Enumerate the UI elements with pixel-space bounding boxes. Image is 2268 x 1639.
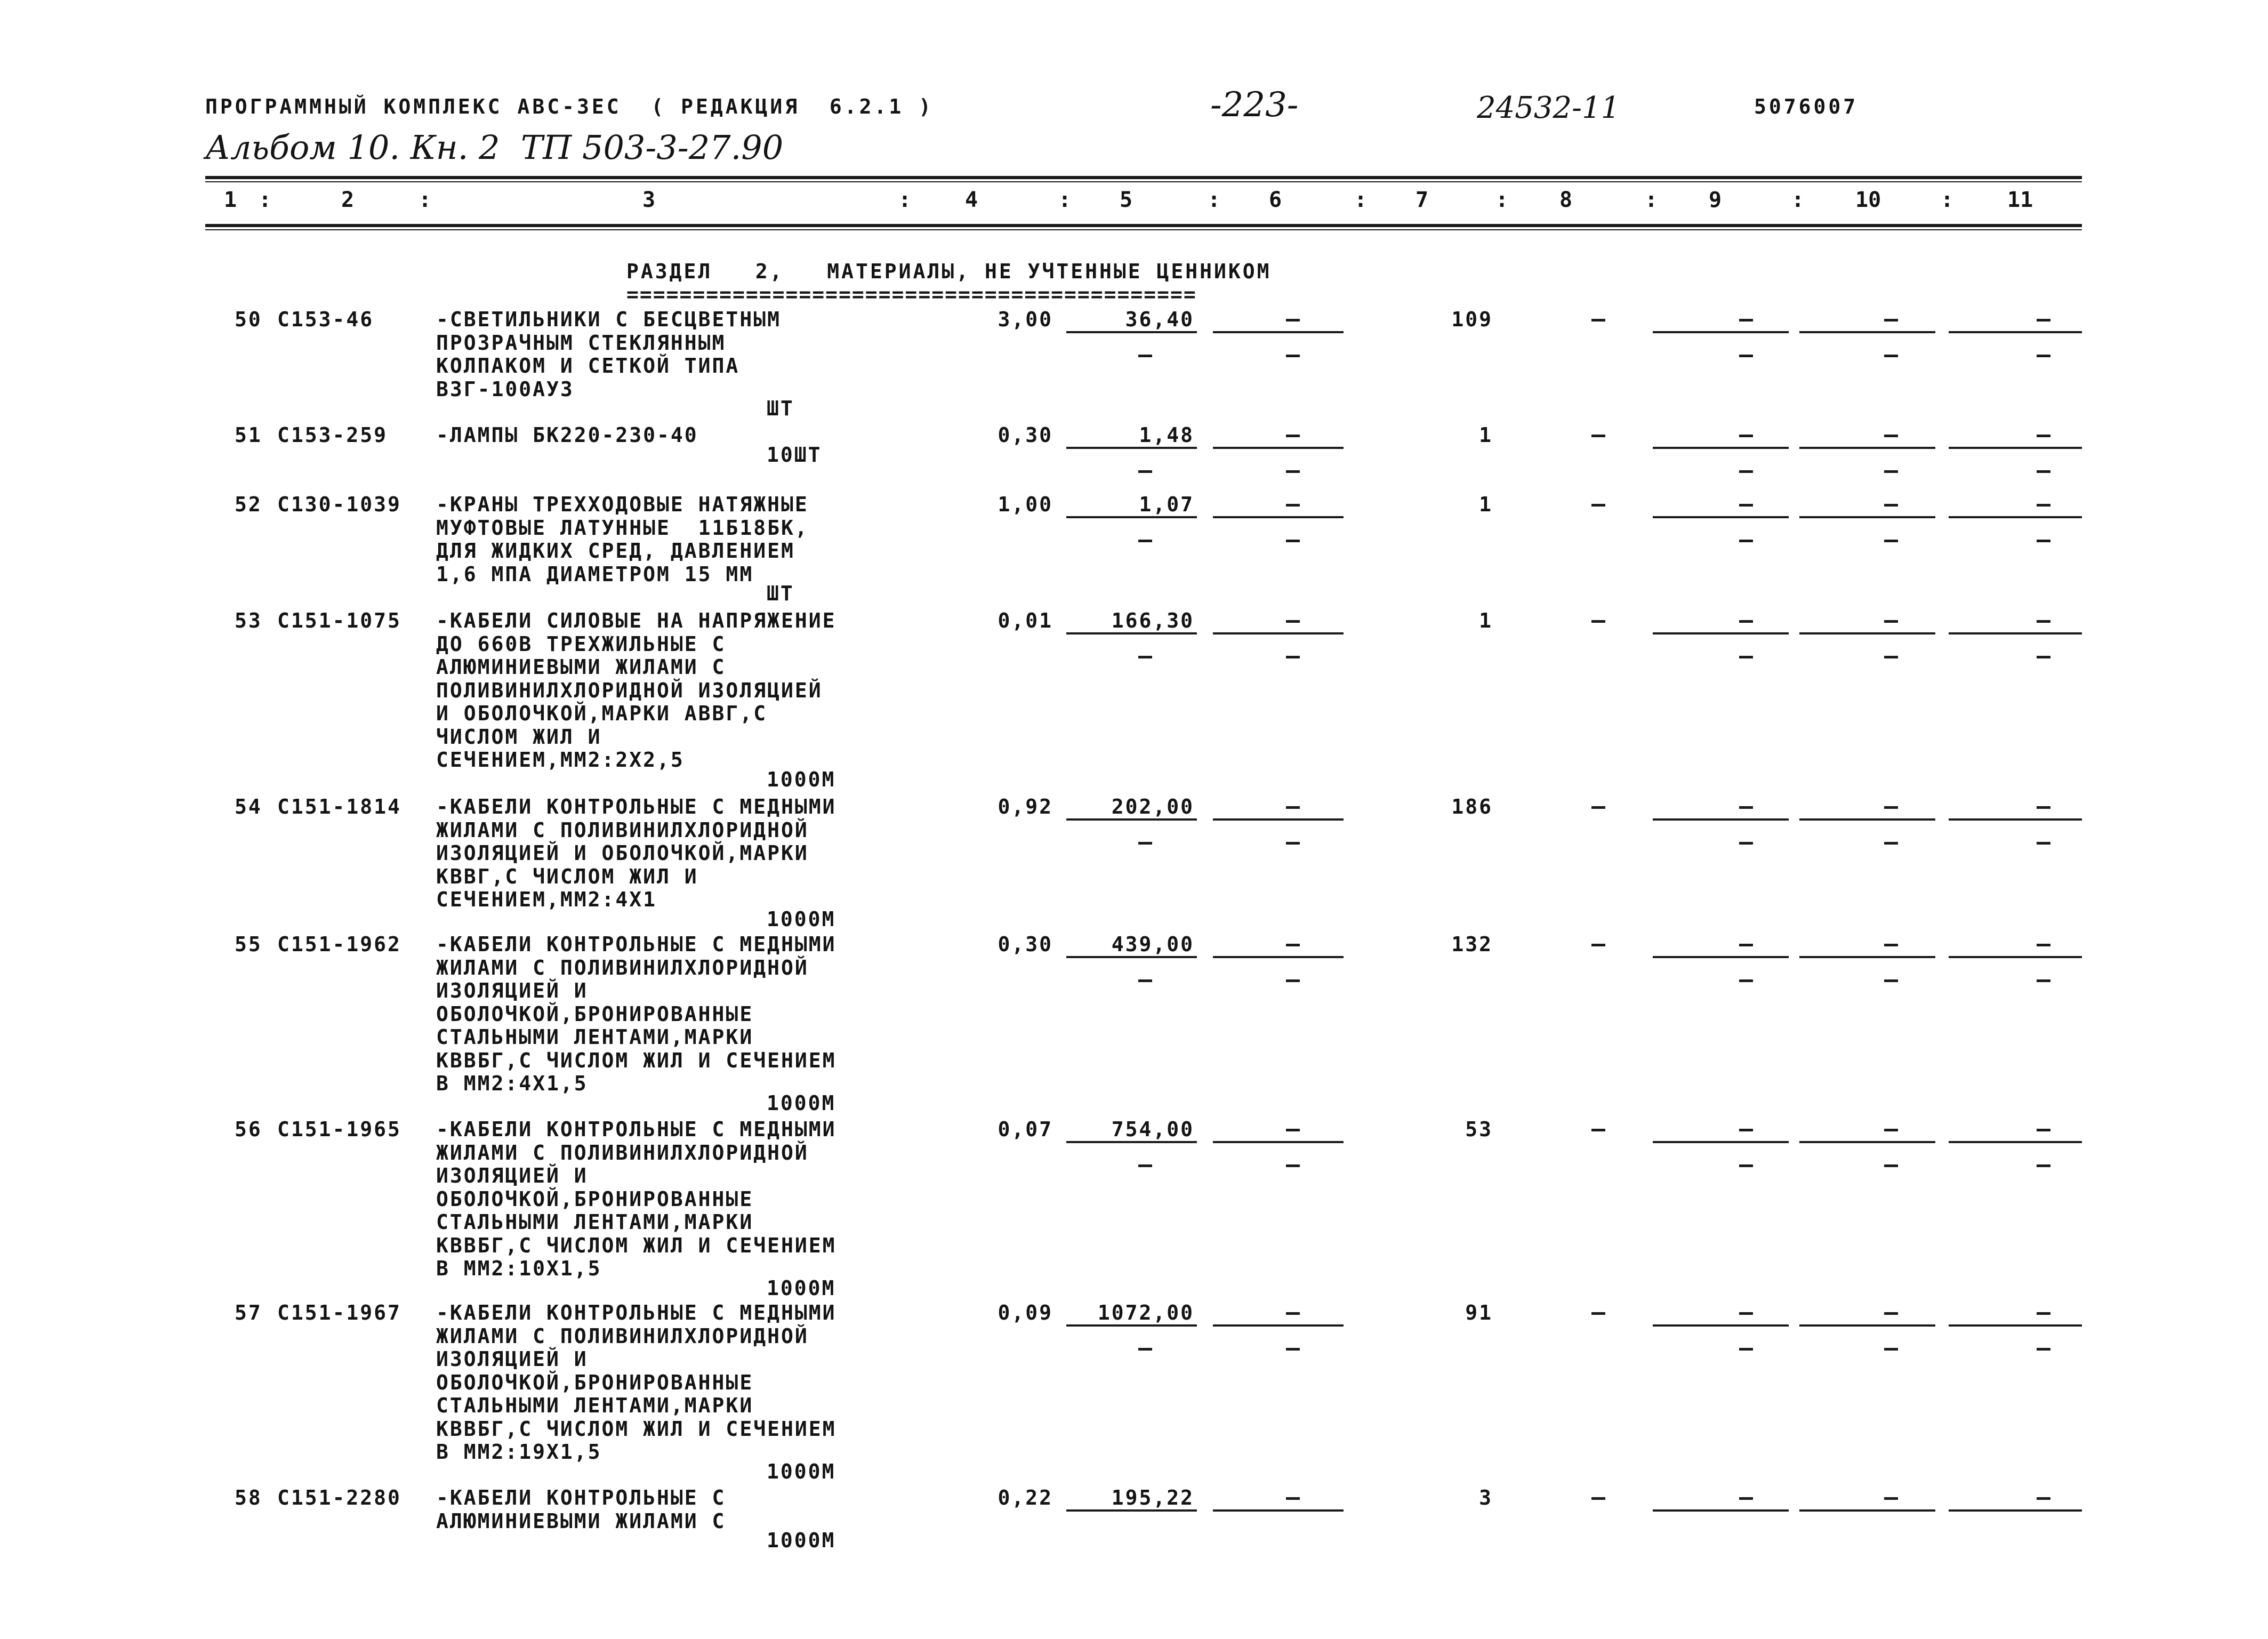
column-separator: :	[1495, 188, 1509, 212]
page-number: -223-	[1210, 85, 1299, 125]
album-reference: Альбом 10. Кн. 2 ТП 503-3-27.90	[205, 128, 784, 167]
description-line: КОЛПАКОМ И СЕТКОЙ ТИПА	[436, 354, 740, 377]
empty-dash	[1739, 470, 1753, 473]
empty-dash	[1138, 540, 1152, 542]
empty-dash	[1884, 806, 1898, 809]
description-line: ПРОЗРАЧНЫМ СТЕКЛЯННЫМ	[436, 331, 726, 355]
description-line: ОБОЛОЧКОЙ,БРОНИРОВАННЫЕ	[436, 1002, 754, 1026]
price-underline	[1066, 1509, 1197, 1512]
row-number: 54	[235, 795, 262, 818]
empty-dash	[2037, 944, 2050, 946]
empty-dash	[2037, 656, 2050, 658]
description-line: В ММ2:10Х1,5	[436, 1257, 602, 1280]
description-line: -КАБЕЛИ КОНТРОЛЬНЫЕ С МЕДНЫМИ	[436, 933, 837, 956]
total-cost: 3	[1479, 1486, 1493, 1509]
col6-underline	[1213, 632, 1344, 634]
col9-underline	[1653, 447, 1789, 449]
empty-dash	[1591, 620, 1605, 623]
empty-dash	[1591, 1312, 1605, 1315]
quantity: 0,22	[998, 1486, 1053, 1509]
empty-dash	[2037, 355, 2050, 357]
table-head-rule	[205, 224, 2082, 227]
col10-underline	[1799, 1141, 1935, 1143]
empty-dash	[2037, 1164, 2050, 1167]
empty-dash	[1884, 620, 1898, 623]
row-number: 50	[235, 308, 262, 331]
row-number: 52	[235, 493, 262, 516]
col9-underline	[1653, 818, 1789, 821]
description-line: ПОЛИВИНИЛХЛОРИДНОЙ ИЗОЛЯЦИЕЙ	[436, 678, 823, 702]
total-cost: 1	[1479, 423, 1493, 447]
unit-price: 1,07	[1139, 493, 1194, 516]
empty-dash	[1286, 842, 1300, 845]
price-code: С151-1965	[277, 1118, 401, 1141]
empty-dash	[1739, 1129, 1753, 1131]
total-cost: 109	[1451, 308, 1493, 331]
description-line: В ММ2:4Х1,5	[436, 1072, 588, 1095]
description-line: ИЗОЛЯЦИЕЙ И	[436, 979, 588, 1002]
description-line: КВВБГ,С ЧИСЛОМ ЖИЛ И СЕЧЕНИЕМ	[436, 1417, 837, 1441]
row-number: 58	[235, 1486, 262, 1509]
empty-dash	[1591, 944, 1605, 946]
empty-dash	[1138, 470, 1152, 473]
quantity: 3,00	[998, 308, 1053, 331]
row-number: 55	[235, 933, 262, 956]
empty-dash	[1884, 979, 1898, 982]
description-line: АЛЮМИНИЕВЫМИ ЖИЛАМИ С	[436, 1509, 726, 1533]
description-line: 1,6 МПА ДИАМЕТРОМ 15 ММ	[436, 562, 754, 586]
description-line: ДО 660В ТРЕХЖИЛЬНЫЕ С	[436, 632, 726, 656]
col10-underline	[1799, 818, 1935, 821]
unit-price: 202,00	[1111, 795, 1194, 818]
quantity: 0,01	[998, 609, 1053, 632]
col10-underline	[1799, 632, 1935, 634]
description-line: КВВБГ,С ЧИСЛОМ ЖИЛ И СЕЧЕНИЕМ	[436, 1048, 837, 1072]
unit-price: 439,00	[1111, 933, 1194, 956]
empty-dash	[1739, 355, 1753, 357]
col11-underline	[1949, 632, 2082, 634]
description-line: ОБОЛОЧКОЙ,БРОНИРОВАННЫЕ	[436, 1370, 754, 1394]
empty-dash	[1591, 806, 1605, 809]
empty-dash	[1138, 842, 1152, 845]
empty-dash	[2037, 540, 2050, 542]
empty-dash	[2037, 1348, 2050, 1351]
col10-underline	[1799, 1509, 1935, 1512]
empty-dash	[1286, 1312, 1300, 1315]
empty-dash	[1591, 504, 1605, 507]
empty-dash	[1591, 435, 1605, 437]
empty-dash	[1286, 1497, 1300, 1500]
empty-dash	[2037, 1312, 2050, 1315]
description-line: -КАБЕЛИ СИЛОВЫЕ НА НАПРЯЖЕНИЕ	[436, 609, 837, 632]
col6-underline	[1213, 447, 1344, 449]
empty-dash	[1739, 319, 1753, 322]
col9-underline	[1653, 1509, 1789, 1512]
price-code: С151-1814	[277, 795, 401, 818]
unit-price: 36,40	[1125, 308, 1194, 331]
empty-dash	[1286, 944, 1300, 946]
empty-dash	[1884, 1312, 1898, 1315]
col6-underline	[1213, 331, 1344, 333]
col9-underline	[1653, 331, 1789, 333]
empty-dash	[1286, 470, 1300, 473]
empty-dash	[1739, 979, 1753, 982]
col9-underline	[1653, 1141, 1789, 1143]
column-separator: :	[259, 188, 272, 212]
empty-dash	[1739, 944, 1753, 946]
col6-underline	[1213, 818, 1344, 821]
row-number: 57	[235, 1301, 262, 1324]
col10-underline	[1799, 331, 1935, 333]
column-separator: :	[1645, 188, 1658, 212]
price-underline	[1066, 516, 1197, 518]
empty-dash	[1286, 1164, 1300, 1167]
description-line: ИЗОЛЯЦИЕЙ И	[436, 1164, 588, 1187]
column-header-1: 1	[224, 188, 237, 212]
empty-dash	[1739, 435, 1753, 437]
empty-dash	[1286, 979, 1300, 982]
quantity: 0,92	[998, 795, 1053, 818]
description-line: СТАЛЬНЫМИ ЛЕНТАМИ,МАРКИ	[436, 1210, 754, 1234]
price-code: С153-259	[277, 423, 388, 447]
col11-underline	[1949, 1141, 2082, 1143]
unit: 1000М	[767, 767, 836, 791]
empty-dash	[1138, 1164, 1152, 1167]
empty-dash	[1138, 355, 1152, 357]
description-line: -КАБЕЛИ КОНТРОЛЬНЫЕ С МЕДНЫМИ	[436, 795, 837, 818]
total-cost: 1	[1479, 493, 1493, 516]
empty-dash	[2037, 319, 2050, 322]
column-header-10: 10	[1855, 188, 1881, 212]
description-line: СЕЧЕНИЕМ,ММ2:4Х1	[436, 888, 657, 911]
description-line: АЛЮМИНИЕВЫМИ ЖИЛАМИ С	[436, 655, 726, 679]
table-top-rule	[205, 176, 2082, 179]
empty-dash	[1739, 504, 1753, 507]
col11-underline	[1949, 516, 2082, 518]
empty-dash	[1739, 1348, 1753, 1351]
col10-underline	[1799, 1324, 1935, 1327]
quantity: 1,00	[998, 493, 1053, 516]
col10-underline	[1799, 956, 1935, 958]
column-separator: :	[1354, 188, 1368, 212]
quantity: 0,30	[998, 423, 1053, 447]
empty-dash	[1739, 1312, 1753, 1315]
column-header-8: 8	[1559, 188, 1573, 212]
price-code: С130-1039	[277, 493, 401, 516]
column-separator: :	[1208, 188, 1221, 212]
empty-dash	[2037, 1129, 2050, 1131]
empty-dash	[1286, 1348, 1300, 1351]
col10-underline	[1799, 516, 1935, 518]
price-code: С151-1962	[277, 933, 401, 956]
empty-dash	[1286, 504, 1300, 507]
empty-dash	[2037, 842, 2050, 845]
empty-dash	[2037, 504, 2050, 507]
total-cost: 132	[1451, 933, 1493, 956]
description-line: ЖИЛАМИ С ПОЛИВИНИЛХЛОРИДНОЙ	[436, 818, 809, 842]
empty-dash	[1884, 540, 1898, 542]
empty-dash	[1739, 1497, 1753, 1500]
empty-dash	[2037, 806, 2050, 809]
column-header-7: 7	[1416, 188, 1429, 212]
column-header-9: 9	[1709, 188, 1722, 212]
empty-dash	[1591, 1129, 1605, 1131]
col11-underline	[1949, 818, 2082, 821]
col9-underline	[1653, 632, 1789, 634]
total-cost: 1	[1479, 609, 1493, 632]
empty-dash	[1884, 319, 1898, 322]
empty-dash	[1884, 1164, 1898, 1167]
column-header-3: 3	[642, 188, 656, 212]
empty-dash	[1286, 540, 1300, 542]
column-header-4: 4	[965, 188, 978, 212]
document-code: 5076007	[1754, 95, 1859, 118]
column-header-6: 6	[1269, 188, 1282, 212]
empty-dash	[1286, 656, 1300, 658]
description-line: МУФТОВЫЕ ЛАТУННЫЕ 11Б18БК,	[436, 516, 809, 540]
description-line: -КАБЕЛИ КОНТРОЛЬНЫЕ С МЕДНЫМИ	[436, 1301, 837, 1324]
col10-underline	[1799, 447, 1935, 449]
empty-dash	[1591, 319, 1605, 322]
unit-price: 754,00	[1111, 1118, 1194, 1141]
unit-price: 195,22	[1111, 1486, 1194, 1509]
empty-dash	[1739, 656, 1753, 658]
unit-price: 1072,00	[1097, 1301, 1194, 1324]
row-number: 53	[235, 609, 262, 632]
empty-dash	[1286, 319, 1300, 322]
price-underline	[1066, 447, 1197, 449]
price-underline	[1066, 1324, 1197, 1327]
program-title: ПРОГРАММНЫЙ КОМПЛЕКС АВС-3ЕС ( РЕДАКЦИЯ 6.2.1 )	[205, 95, 934, 118]
price-underline	[1066, 1141, 1197, 1143]
empty-dash	[1286, 435, 1300, 437]
empty-dash	[1138, 979, 1152, 982]
col6-underline	[1213, 956, 1344, 958]
description-line: ЖИЛАМИ С ПОЛИВИНИЛХЛОРИДНОЙ	[436, 1324, 809, 1348]
description-line: ИЗОЛЯЦИЕЙ И ОБОЛОЧКОЙ,МАРКИ	[436, 841, 809, 865]
column-header-2: 2	[341, 188, 355, 212]
empty-dash	[1739, 540, 1753, 542]
row-number: 56	[235, 1118, 262, 1141]
empty-dash	[1884, 1348, 1898, 1351]
col6-underline	[1213, 516, 1344, 518]
total-cost: 53	[1465, 1118, 1493, 1141]
section-title: РАЗДЕЛ 2, МАТЕРИАЛЫ, НЕ УЧТЕННЫЕ ЦЕННИКОМ	[626, 260, 1272, 283]
unit: 1000М	[767, 1529, 836, 1552]
empty-dash	[2037, 435, 2050, 437]
empty-dash	[1286, 1129, 1300, 1131]
description-line: ОБОЛОЧКОЙ,БРОНИРОВАННЫЕ	[436, 1187, 754, 1211]
description-line: СТАЛЬНЫМИ ЛЕНТАМИ,МАРКИ	[436, 1394, 754, 1417]
description-line: КВВБГ,С ЧИСЛОМ ЖИЛ И СЕЧЕНИЕМ	[436, 1233, 837, 1257]
price-underline	[1066, 818, 1197, 821]
column-separator: :	[1941, 188, 1954, 212]
quantity: 0,30	[998, 933, 1053, 956]
unit: 10ШТ	[767, 443, 822, 467]
description-line: ЧИСЛОМ ЖИЛ И	[436, 725, 602, 749]
description-line: -КАБЕЛИ КОНТРОЛЬНЫЕ С МЕДНЫМИ	[436, 1118, 837, 1141]
row-number: 51	[235, 423, 262, 447]
price-underline	[1066, 632, 1197, 634]
empty-dash	[1286, 620, 1300, 623]
price-code: С151-1075	[277, 609, 401, 632]
description-line: СЕЧЕНИЕМ,ММ2:2Х2,5	[436, 748, 685, 772]
price-underline	[1066, 331, 1197, 333]
column-separator: :	[1791, 188, 1805, 212]
description-line: СТАЛЬНЫМИ ЛЕНТАМИ,МАРКИ	[436, 1025, 754, 1049]
unit: 1000М	[767, 1459, 836, 1483]
price-code: С153-46	[277, 308, 374, 331]
description-line: ЖИЛАМИ С ПОЛИВИНИЛХЛОРИДНОЙ	[436, 1140, 809, 1164]
col11-underline	[1949, 1324, 2082, 1327]
description-line: -ЛАМПЫ БК220-230-40	[436, 423, 698, 447]
quantity: 0,07	[998, 1118, 1053, 1141]
unit: 1000М	[767, 1091, 836, 1115]
unit-price: 1,48	[1139, 423, 1194, 447]
empty-dash	[2037, 620, 2050, 623]
col11-underline	[1949, 331, 2082, 333]
col9-underline	[1653, 1324, 1789, 1327]
column-header-11: 11	[2007, 188, 2033, 212]
description-line: И ОБОЛОЧКОЙ,МАРКИ АВВГ,С	[436, 702, 768, 725]
description-line: ИЗОЛЯЦИЕЙ И	[436, 1347, 588, 1371]
empty-dash	[1884, 355, 1898, 357]
empty-dash	[2037, 1497, 2050, 1500]
unit: ШТ	[767, 582, 794, 605]
empty-dash	[1286, 355, 1300, 357]
column-separator: :	[898, 188, 912, 212]
unit: 1000М	[767, 907, 836, 931]
price-code: С151-2280	[277, 1486, 401, 1509]
column-separator: :	[1058, 188, 1072, 212]
empty-dash	[1884, 435, 1898, 437]
column-header-5: 5	[1120, 188, 1133, 212]
empty-dash	[1884, 470, 1898, 473]
section-underline: ===========================================	[626, 283, 1197, 306]
col6-underline	[1213, 1509, 1344, 1512]
empty-dash	[1286, 806, 1300, 809]
document-number: 24532-11	[1477, 91, 1620, 125]
empty-dash	[1884, 842, 1898, 845]
price-underline	[1066, 956, 1197, 958]
description-line: -СВЕТИЛЬНИКИ С БЕСЦВЕТНЫМ	[436, 308, 781, 331]
empty-dash	[1884, 504, 1898, 507]
empty-dash	[1138, 1348, 1152, 1351]
empty-dash	[1884, 1129, 1898, 1131]
col9-underline	[1653, 516, 1789, 518]
col6-underline	[1213, 1324, 1344, 1327]
empty-dash	[2037, 470, 2050, 473]
col11-underline	[1949, 447, 2082, 449]
description-line: ЖИЛАМИ С ПОЛИВИНИЛХЛОРИДНОЙ	[436, 955, 809, 979]
total-cost: 91	[1465, 1301, 1493, 1324]
empty-dash	[1739, 1164, 1753, 1167]
description-line: ДЛЯ ЖИДКИХ СРЕД, ДАВЛЕНИЕМ	[436, 539, 795, 563]
col6-underline	[1213, 1141, 1344, 1143]
empty-dash	[1138, 656, 1152, 658]
empty-dash	[1884, 656, 1898, 658]
empty-dash	[1884, 944, 1898, 946]
column-separator: :	[419, 188, 432, 212]
total-cost: 186	[1451, 795, 1493, 818]
empty-dash	[2037, 979, 2050, 982]
unit-price: 166,30	[1111, 609, 1194, 632]
unit: 1000М	[767, 1276, 836, 1300]
quantity: 0,09	[998, 1301, 1053, 1324]
description-line: В ММ2:19Х1,5	[436, 1440, 602, 1464]
empty-dash	[1739, 620, 1753, 623]
description-line: -КРАНЫ ТРЕХХОДОВЫЕ НАТЯЖНЫЕ	[436, 493, 809, 516]
price-code: С151-1967	[277, 1301, 401, 1324]
description-line: -КАБЕЛИ КОНТРОЛЬНЫЕ С	[436, 1486, 726, 1509]
empty-dash	[1739, 842, 1753, 845]
table-head-rule-thin	[205, 229, 2082, 230]
empty-dash	[1591, 1497, 1605, 1500]
description-line: КВВГ,С ЧИСЛОМ ЖИЛ И	[436, 864, 698, 888]
col11-underline	[1949, 1509, 2082, 1512]
table-top-rule-thin	[205, 181, 2082, 182]
unit: ШТ	[767, 397, 794, 420]
empty-dash	[1739, 806, 1753, 809]
col11-underline	[1949, 956, 2082, 958]
description-line: ВЗГ-100АУЗ	[436, 377, 574, 401]
col9-underline	[1653, 956, 1789, 958]
empty-dash	[1884, 1497, 1898, 1500]
